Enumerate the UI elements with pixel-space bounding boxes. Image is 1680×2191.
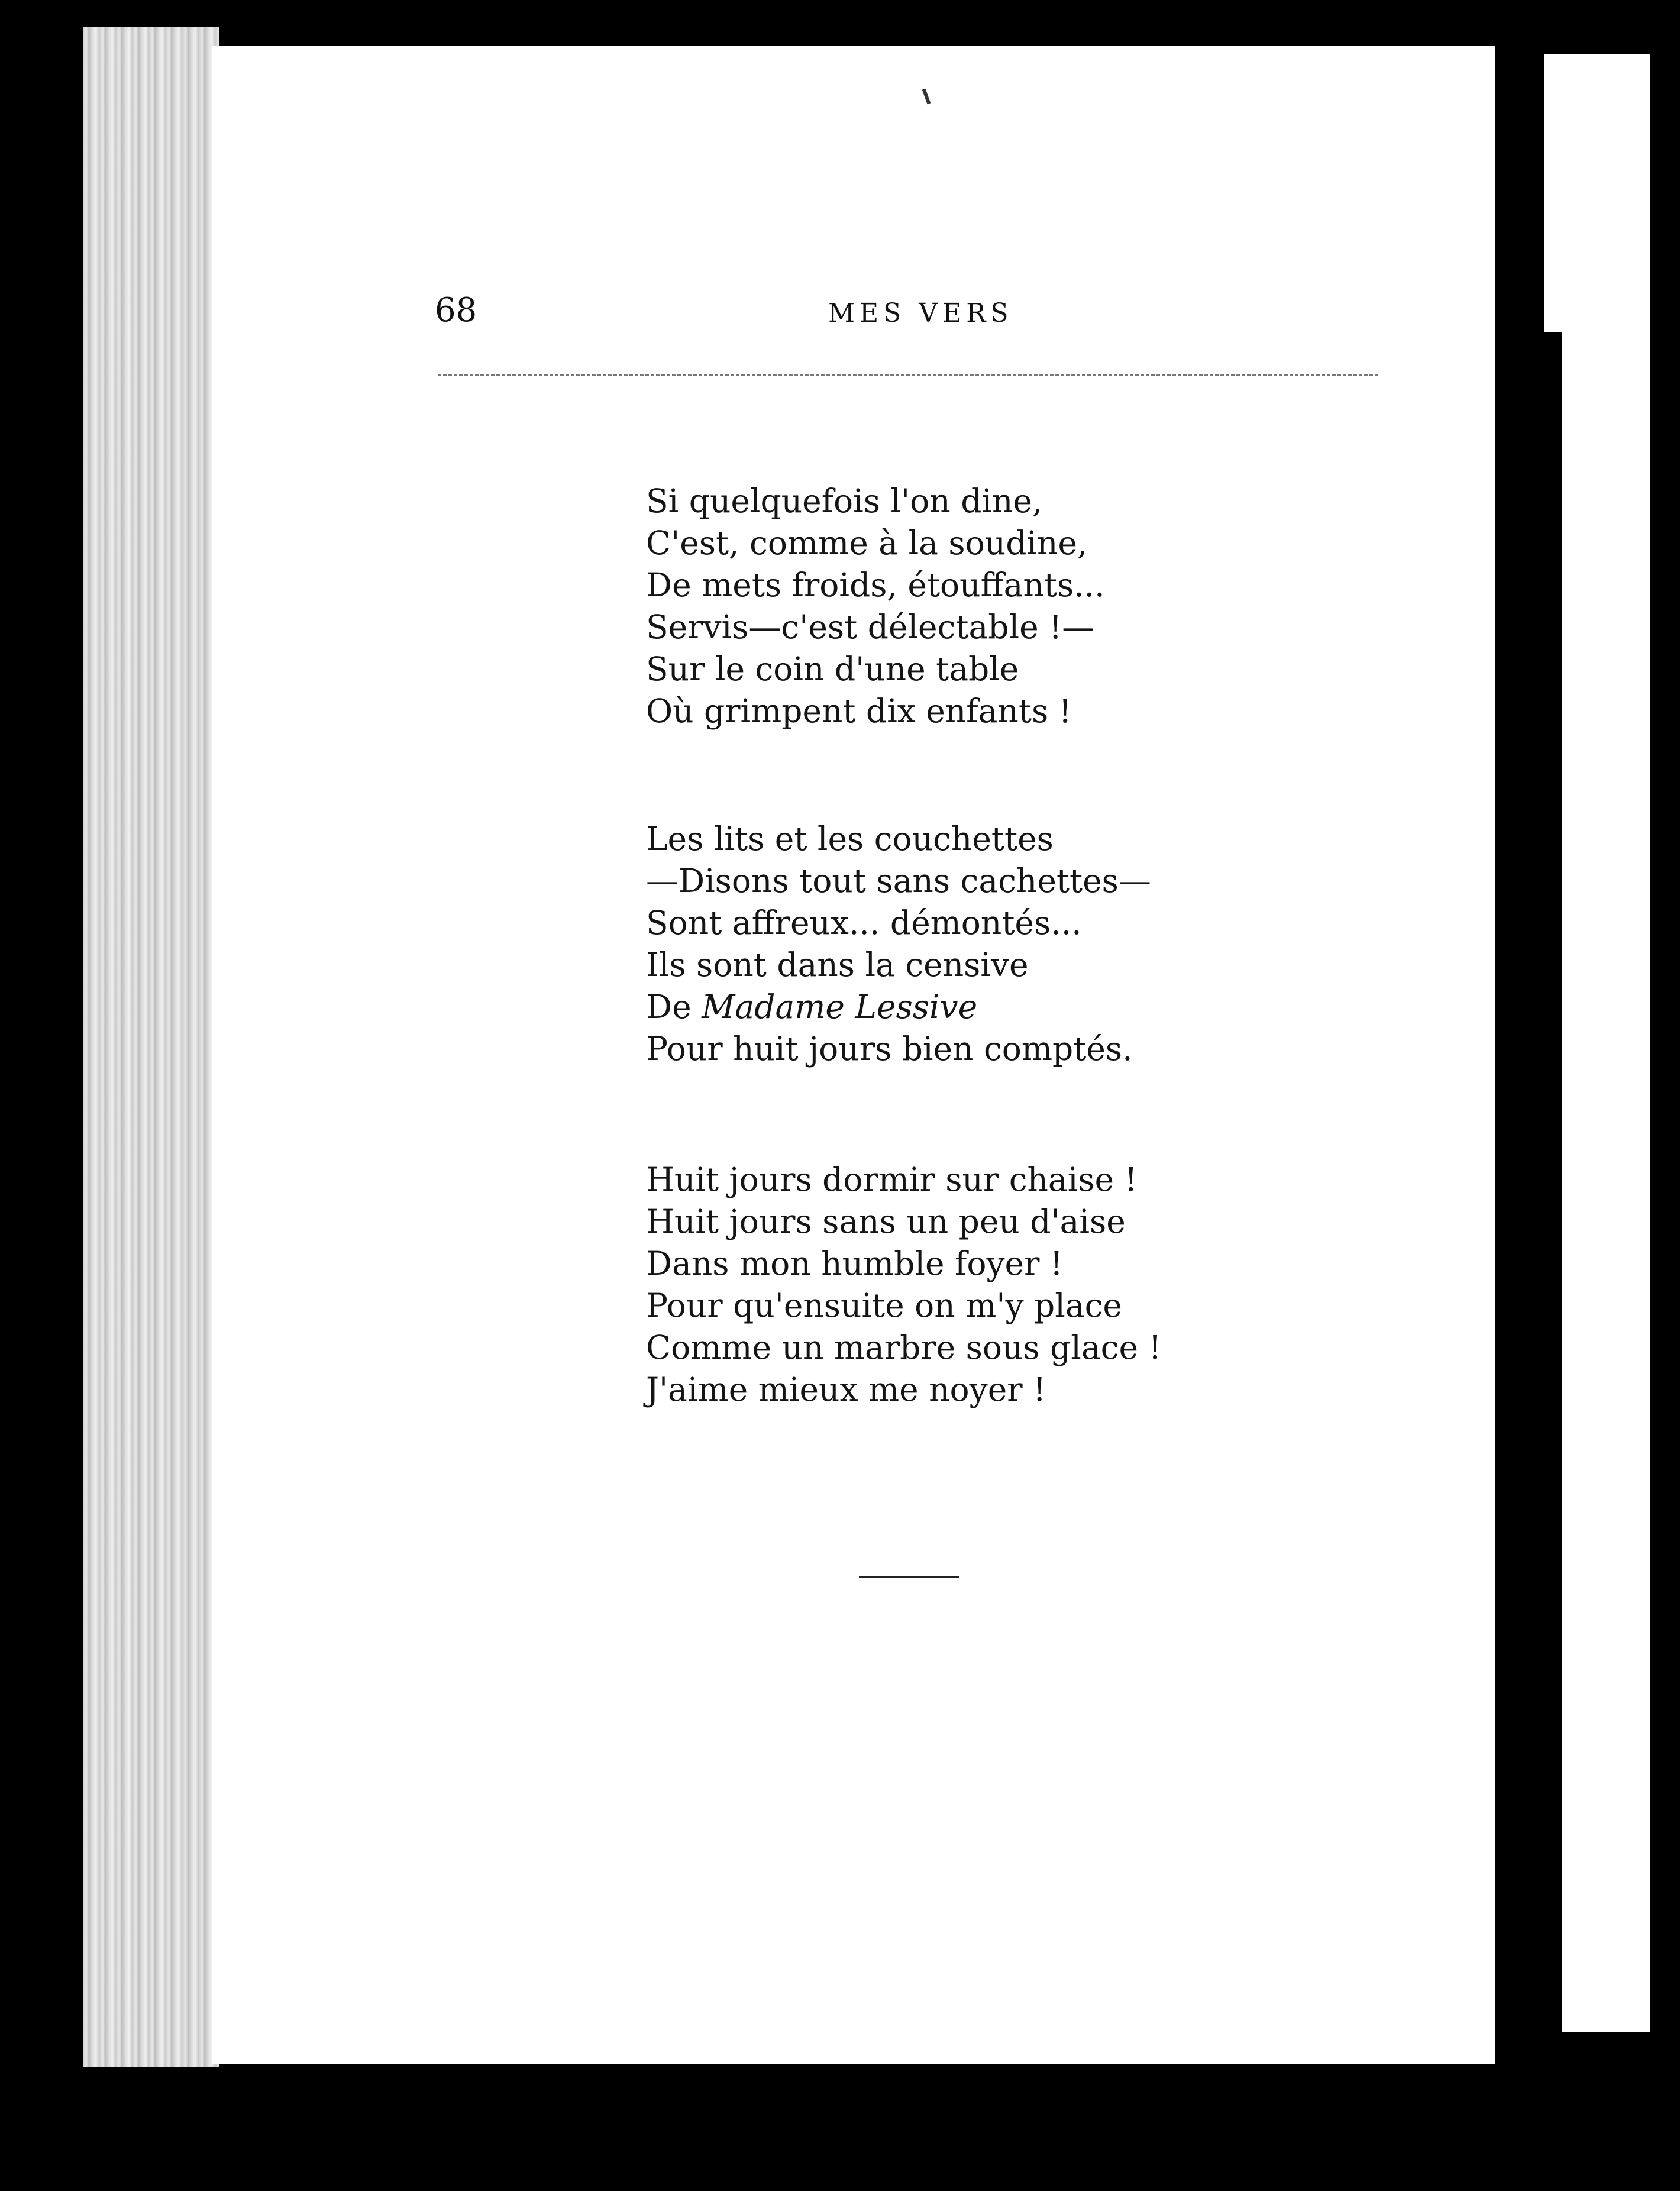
verse-line: Où grimpent dix enfants ! — [646, 692, 1072, 730]
verse-line: J'aime mieux me noyer ! — [646, 1371, 1046, 1408]
verse-line: Dans mon humble foyer ! — [646, 1245, 1063, 1282]
verse-line: Pour huit jours bien comptés. — [646, 1030, 1133, 1068]
page-edges — [83, 27, 219, 2067]
end-ornament-rule — [859, 1576, 959, 1578]
verse-line-prefix: De — [646, 988, 702, 1026]
verse-line — [646, 986, 1178, 1028]
page-number: 68 — [435, 291, 477, 329]
facing-page-edge — [1544, 54, 1650, 2032]
stanza-2 — [646, 818, 1178, 1070]
verse-line: Sont affreux... démontés... — [646, 904, 1082, 942]
verse-line: Huit jours sans un peu d'aise — [646, 1203, 1126, 1240]
verse-line: Servis—c'est délectable !— — [646, 608, 1095, 646]
verse-line: De mets froids, étouffants... — [646, 566, 1105, 604]
verse-line: C'est, comme à la soudine, — [646, 524, 1088, 562]
verse-line: Comme un marbre sous glace ! — [646, 1329, 1162, 1366]
verse-line: Les lits et les couchettes — [646, 820, 1054, 858]
verse-line-italic: Madame Lessive — [702, 988, 978, 1026]
verse-line: —Disons tout sans cachettes— — [646, 862, 1151, 900]
verse-line: Pour qu'ensuite on m'y place — [646, 1287, 1122, 1324]
header-rule — [438, 374, 1378, 376]
stanza-1 — [646, 480, 1178, 732]
stanza-3 — [646, 1159, 1178, 1411]
verse-line: Ils sont dans la censive — [646, 946, 1029, 984]
verse-line: Si quelquefois l'on dine, — [646, 482, 1043, 520]
running-head: MES VERS — [828, 298, 1013, 328]
verse-line: Huit jours dormir sur chaise ! — [646, 1161, 1138, 1198]
verse-line: Sur le coin d'une table — [646, 650, 1019, 688]
